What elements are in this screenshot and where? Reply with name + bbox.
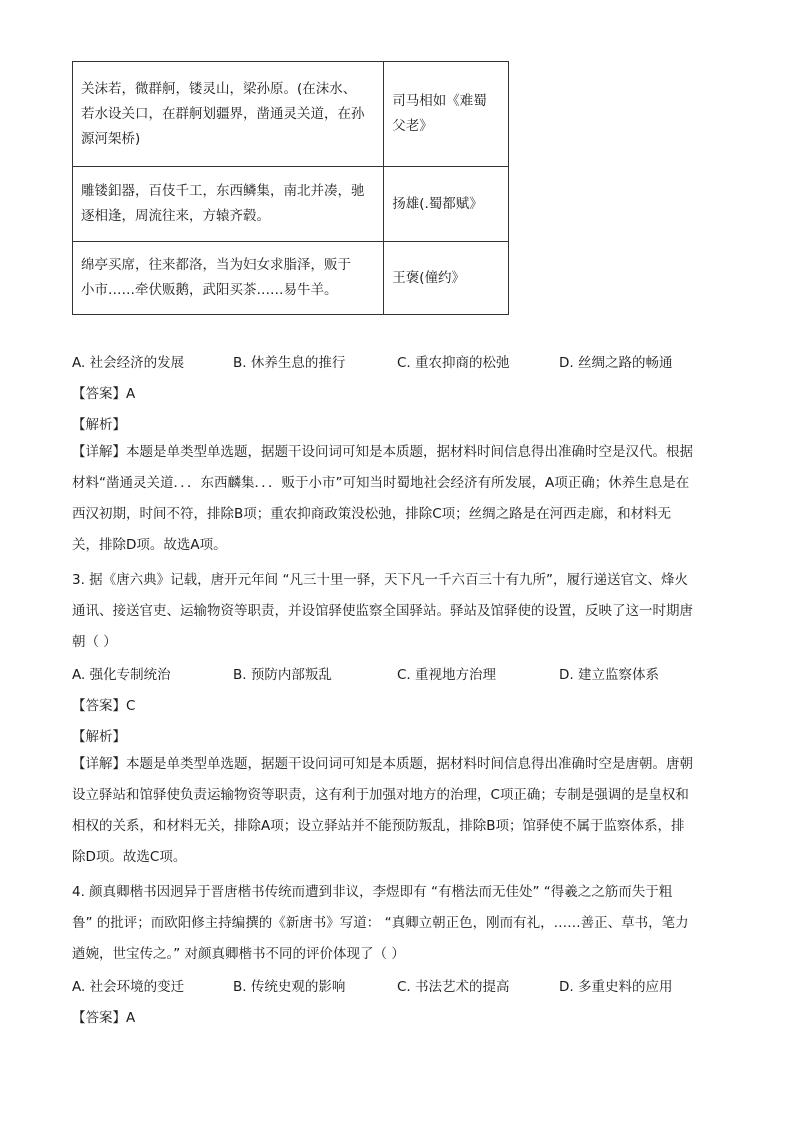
- cell-line: 雕镂釦器，百伎千工，东西鳞集，南北并凑，驰: [81, 183, 365, 199]
- cell-line: 扬雄(.蜀都赋》: [392, 195, 483, 212]
- table-cell-text: [73, 242, 384, 315]
- q3-option-d: D. 建立监察体系: [559, 667, 659, 683]
- q4-stem: [72, 877, 722, 970]
- detail-line: 相权的关系，和材料无关，排除A项；设立驿站并不能预防叛乱，排除B项；馆驿使不属于监察体系，排: [72, 818, 685, 834]
- cell-line: 父老》: [392, 118, 433, 134]
- q4-option-a: A. 社会环境的变迁: [72, 979, 185, 995]
- cell-line: 源河架桥): [81, 130, 141, 147]
- stem-line: 4. 颜真卿楷书因迥异于晋唐楷书传统而遭到非议，李煜即有 “有楷法而无佳处” “得羲之之筋而失于粗: [72, 884, 673, 900]
- q3-detail: [72, 749, 722, 873]
- detail-line: 【详解】本题是单类型单选题，据题干设问词可知是本质题，据材料时间信息得出准确时空是汉代。根据: [72, 444, 693, 460]
- table-row: [73, 242, 509, 315]
- cell-line: 逐相逢，周流往来，方辕齐毂。: [81, 208, 270, 224]
- stem-line: 鲁” 的批评；而欧阳修主持编撰的《新唐书》写道： “真卿立朝正色，刚而有礼，……善正、草书，笔力: [72, 915, 689, 931]
- detail-line: 材料“凿通灵关道．．．东西麟集．．．贩于小市”可知当时蜀地社会经济有所发展，A项正确；休养生息是在: [72, 475, 690, 491]
- q3-option-c: C. 重视地方治理: [397, 667, 497, 683]
- stem-line: 通讯、接送官吏、运输物资等职责，并设馆驿使监察全国驿站。驿站及馆驿使的设置，反映了这一时期唐: [72, 603, 693, 619]
- cell-line: 小市……牵伏贩鹅，武阳买茶……易牛羊。: [81, 282, 338, 298]
- detail-line: 西汉初期，时间不符，排除B项；重农抑商政策没松弛，排除C项；丝绸之路是在河西走廊，和材料无: [72, 506, 672, 522]
- q3-analysis-label: 【解析】: [72, 729, 126, 745]
- detail-line: 【详解】本题是单类型单选题，据题干设问词可知是本质题，据材料时间信息得出准确时空是唐朝。唐朝: [72, 756, 693, 772]
- detail-line: 关，排除D项。故选A项。: [72, 537, 227, 553]
- cell-line: 绵亭买席，往来都洛，当为妇女求脂泽，贩于: [81, 257, 351, 273]
- q4-option-c: C. 书法艺术的提高: [397, 979, 510, 995]
- cell-line: 王褒(僮约》: [392, 269, 466, 286]
- q2-option-d: D. 丝绸之路的畅通: [559, 355, 673, 371]
- detail-line: 设立驿站和馆驿使负责运输物资等职责，这有利于加强对地方的治理，C项正确；专制是强调的是皇权和: [72, 787, 689, 803]
- cell-line: 若水设关口，在群舸划疆界，凿通灵关道，在孙: [81, 105, 365, 122]
- q3-option-a: A. 强化专制统治: [72, 667, 171, 683]
- table-cell-text: [73, 62, 384, 167]
- q4-answer: 【答案】A: [72, 1010, 136, 1026]
- material-table: [72, 61, 509, 315]
- q4-option-b: B. 传统史观的影响: [233, 979, 346, 995]
- table-cell-source: [384, 62, 509, 167]
- detail-line: 除D项。故选C项。: [72, 849, 187, 865]
- stem-line: 遒婉，世宝传之。” 对颜真卿楷书不同的评价体现了（ ）: [72, 946, 405, 962]
- q2-analysis-label: 【解析】: [72, 417, 126, 433]
- q2-detail: [72, 437, 722, 561]
- q2-option-b: B. 休养生息的推行: [233, 355, 346, 371]
- cell-line: 司马相如《难蜀: [392, 93, 487, 109]
- table-cell-source: [384, 242, 509, 315]
- q3-stem: [72, 565, 722, 658]
- table-row: [73, 62, 509, 167]
- cell-line: 关沫若，微群舸，镂灵山，梁孙原。(在沫水、: [81, 80, 357, 97]
- q2-option-c: C. 重农抑商的松弛: [397, 355, 510, 371]
- q2-option-a: A. 社会经济的发展: [72, 355, 185, 371]
- q3-answer: 【答案】C: [72, 698, 136, 714]
- table-row: [73, 167, 509, 242]
- q4-option-d: D. 多重史料的应用: [559, 979, 673, 995]
- table-cell-text: [73, 167, 384, 242]
- table-cell-source: [384, 167, 509, 242]
- stem-line: 3. 据《唐六典》记载，唐开元年间 “凡三十里一驿，天下凡一千六百三十有九所”，履行递送官文、烽火: [72, 572, 688, 588]
- stem-line: 朝（ ）: [72, 634, 117, 650]
- q3-option-b: B. 预防内部叛乱: [233, 667, 332, 683]
- q2-answer: 【答案】A: [72, 386, 136, 402]
